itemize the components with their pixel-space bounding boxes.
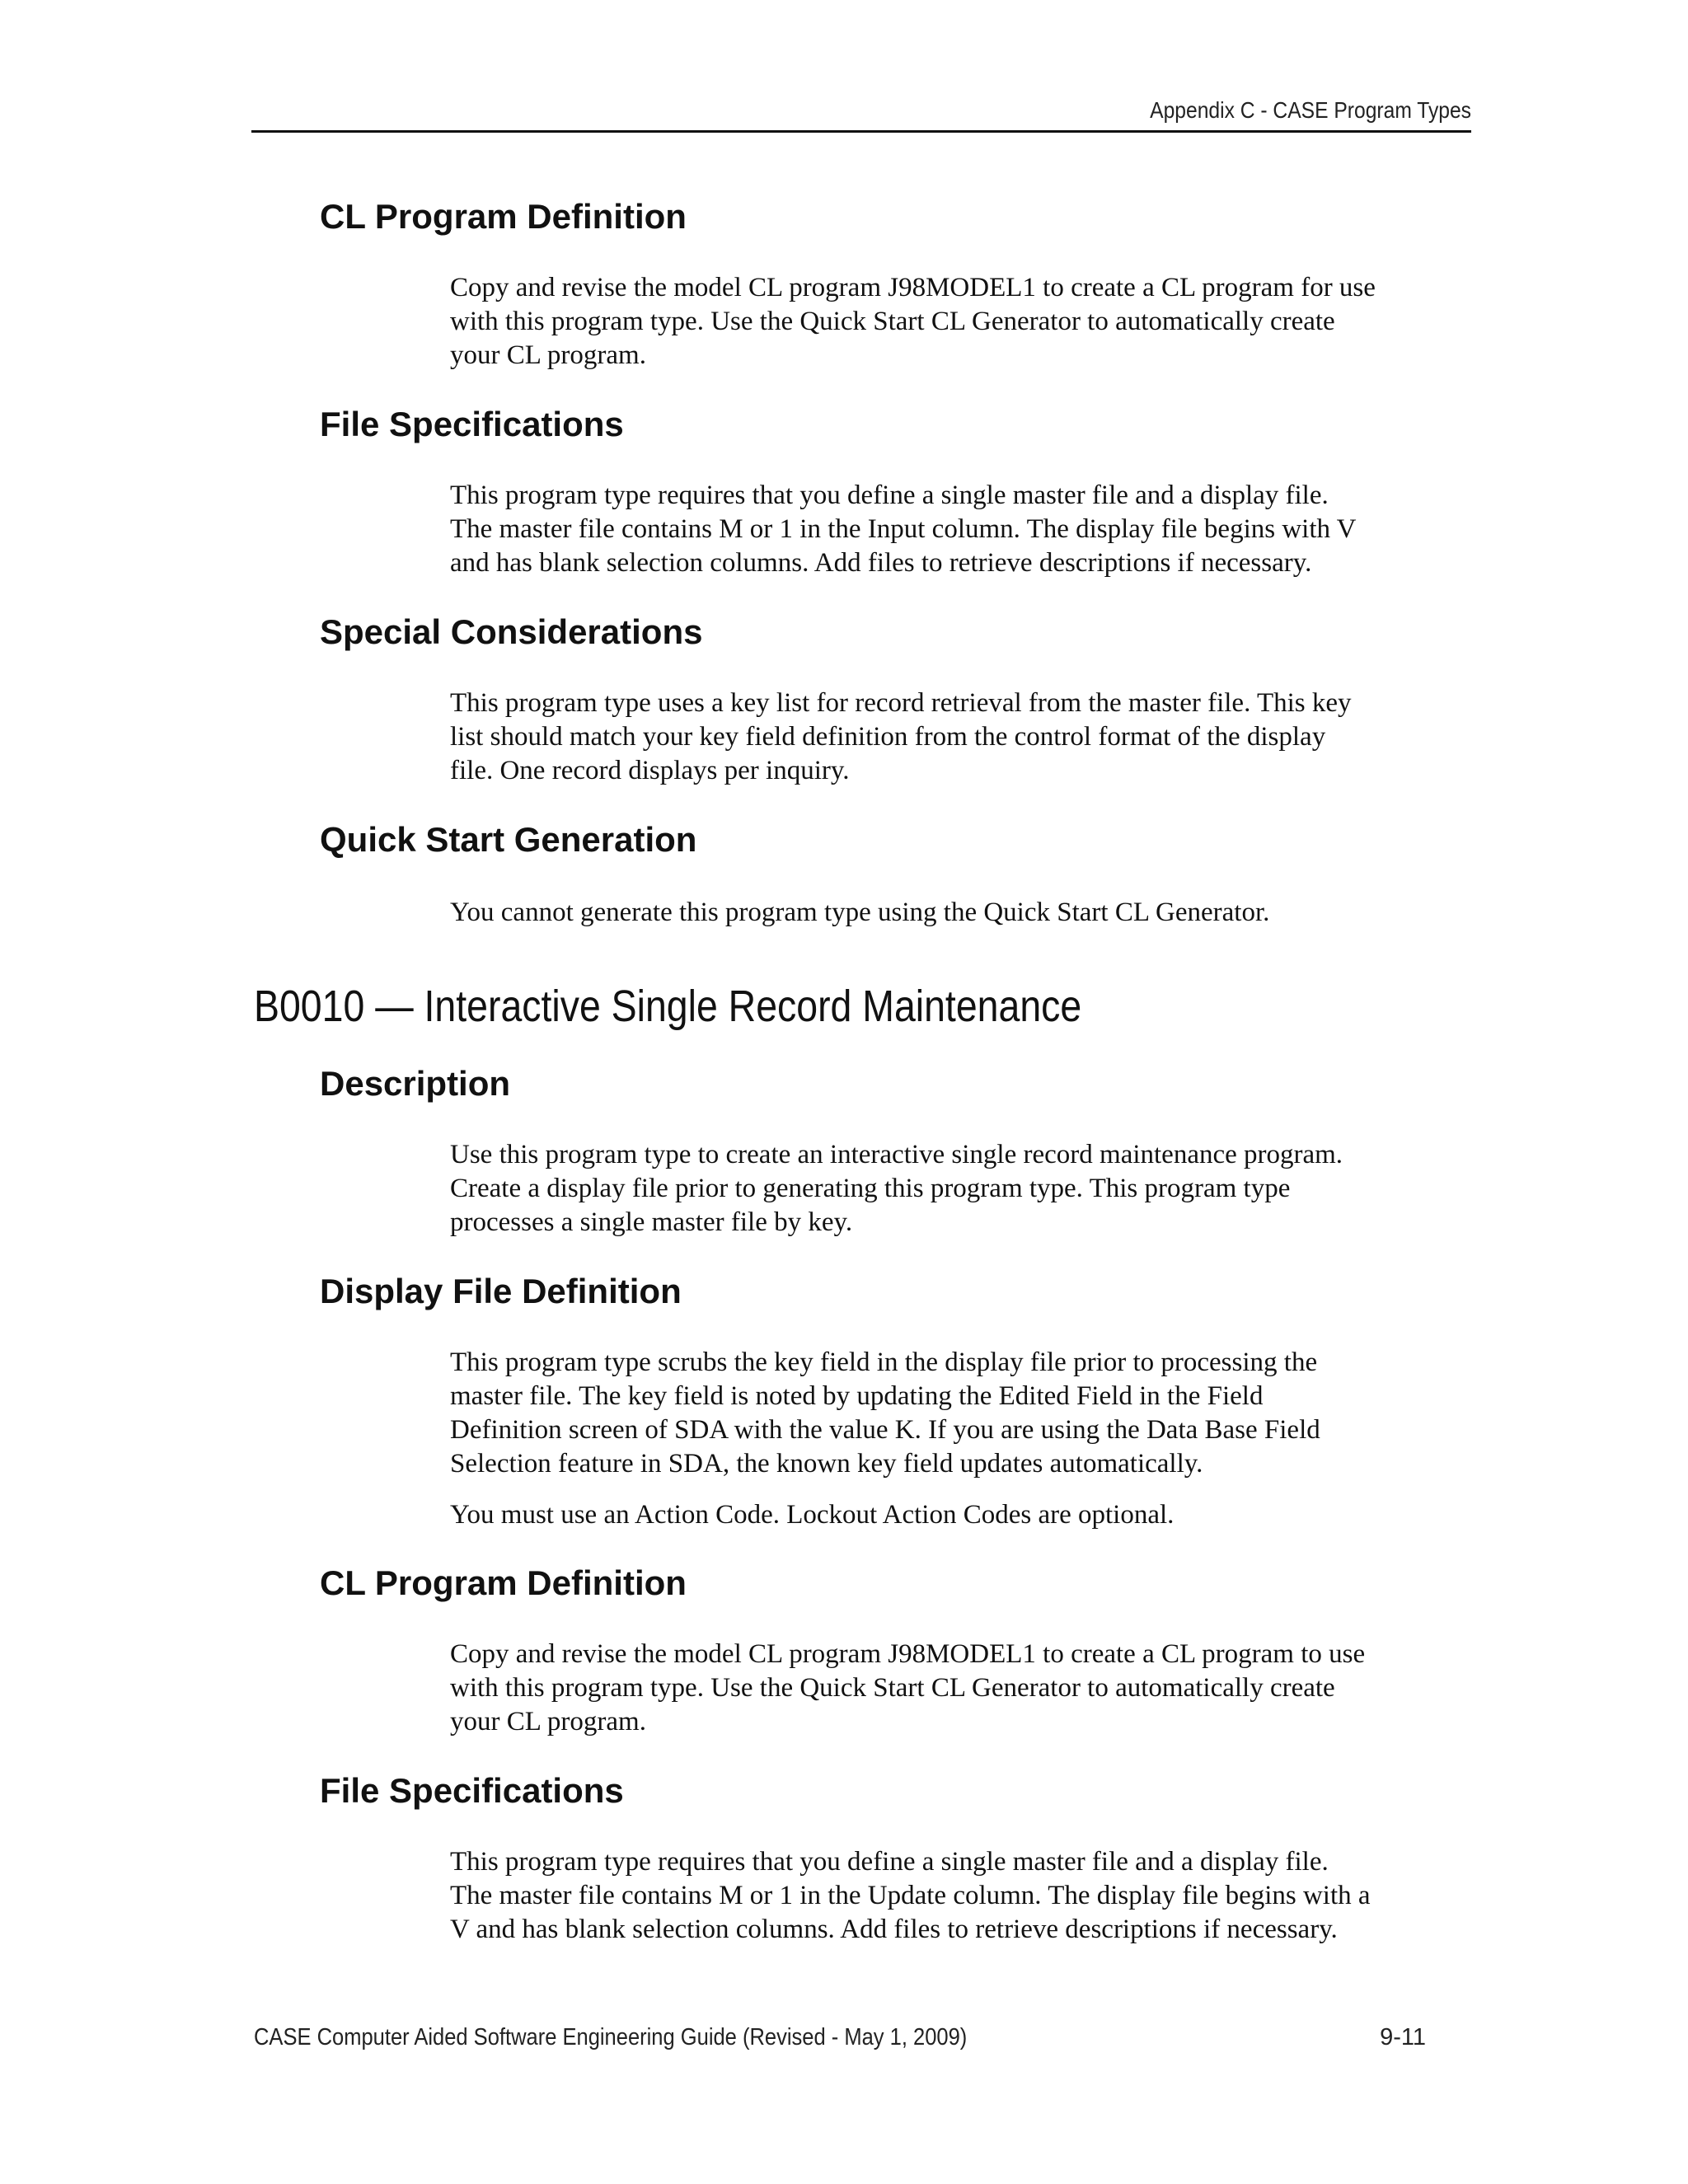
section-heading-file-specifications-2: File Specifications [320,1771,624,1810]
section-body-special-considerations [450,687,1472,788]
body-line: Copy and revise the model CL program J98MODEL1 to create a CL program to use [450,1639,1366,1669]
footer-page-number: 9-11 [1380,2024,1426,2050]
body-line: You cannot generate this program type using the Quick Start CL Generator. [450,898,1270,927]
body-line: Selection feature in SDA, the known key field updates automatically. [450,1449,1203,1479]
section-heading-quick-start-generation: Quick Start Generation [320,820,697,859]
body-line: Definition screen of SDA with the value K. If you are using the Data Base Field [450,1415,1320,1445]
body-line: The master file contains M or 1 in the Input column. The display file begins with V [450,514,1357,544]
section-body-cl-program-definition [450,271,1472,373]
body-line: This program type requires that you define a single master file and a display file. [450,480,1329,510]
section-heading-display-file-definition: Display File Definition [320,1272,682,1310]
body-line: with this program type. Use the Quick Start CL Generator to automatically create [450,1673,1335,1703]
body-line: list should match your key field definition from the control format of the display [450,722,1326,752]
body-line: with this program type. Use the Quick Start CL Generator to automatically create [450,307,1335,336]
body-line: This program type requires that you define a single master file and a display file. [450,1847,1329,1877]
body-line: your CL program. [450,340,646,370]
footer-book-title: CASE Computer Aided Software Engineering Guide (Revised - May 1, 2009) [254,2024,968,2050]
body-line: V and has blank selection columns. Add files to retrieve descriptions if necessary. [450,1915,1338,1944]
section-heading-file-specifications: File Specifications [320,405,624,443]
section-body-file-specifications [450,479,1472,580]
body-line: file. One record displays per inquiry. [450,756,850,785]
section-body-description [450,1138,1472,1240]
body-line: Create a display file prior to generating this program type. This program type [450,1174,1291,1203]
section-body-file-specifications-2 [450,1845,1472,1947]
section-body-quick-start-generation [450,896,1472,930]
chapter-heading: B0010 — Interactive Single Record Maintenance [254,982,1082,1031]
body-line: master file. The key field is noted by updating the Edited Field in the Field [450,1381,1264,1411]
body-line: This program type scrubs the key field in the display file prior to processing the [450,1347,1318,1377]
body-line: Copy and revise the model CL program J98MODEL1 to create a CL program for use [450,273,1376,302]
section-body-display-file-definition [450,1346,1472,1481]
header-rule [251,130,1471,133]
section-heading-cl-program-definition-2: CL Program Definition [320,1563,687,1602]
section-body-display-file-definition-note [450,1498,1472,1532]
section-body-cl-program-definition-2 [450,1638,1472,1739]
body-line: Use this program type to create an interactive single record maintenance program. [450,1140,1343,1169]
section-heading-cl-program-definition: CL Program Definition [320,197,687,236]
body-line: You must use an Action Code. Lockout Action Codes are optional. [450,1500,1175,1530]
body-line: processes a single master file by key. [450,1207,853,1237]
section-heading-description: Description [320,1064,511,1103]
running-header: Appendix C - CASE Program Types [1150,97,1471,123]
body-line: This program type uses a key list for record retrieval from the master file. This key [450,688,1352,718]
body-line: your CL program. [450,1707,646,1736]
section-heading-special-considerations: Special Considerations [320,612,703,651]
body-line: The master file contains M or 1 in the Update column. The display file begins with a [450,1881,1371,1910]
body-line: and has blank selection columns. Add files to retrieve descriptions if necessary. [450,548,1312,578]
